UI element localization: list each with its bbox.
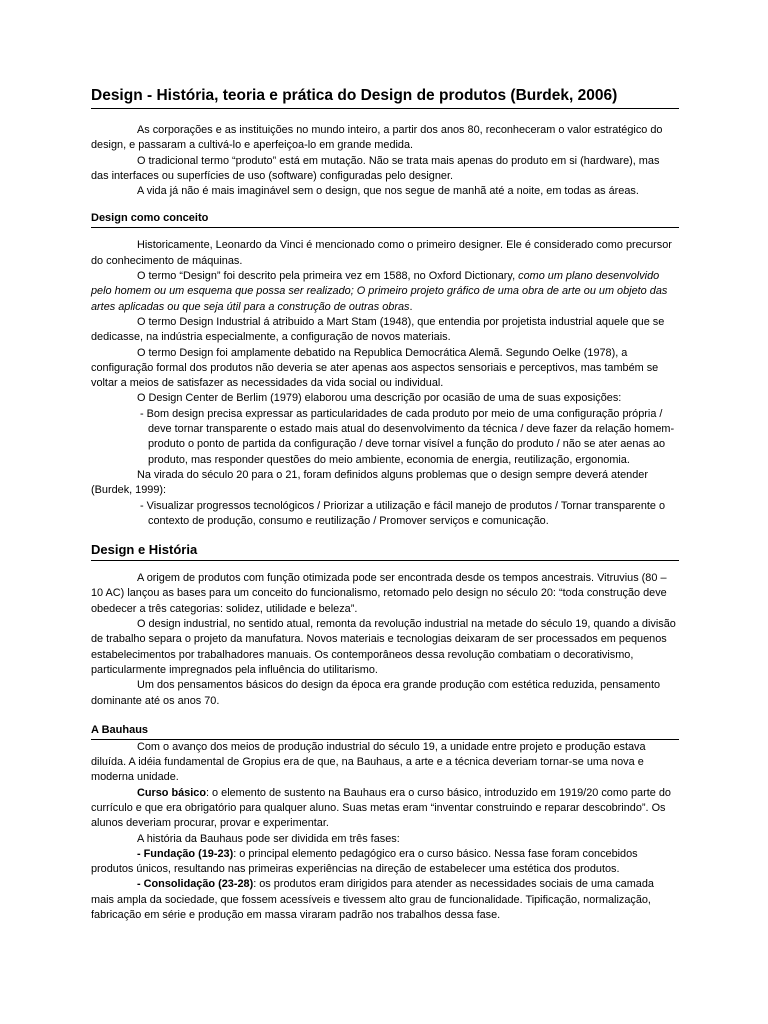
conceito-p2-end: . — [409, 300, 413, 313]
bauhaus-paragraph-4 — [91, 847, 679, 878]
conceito-paragraph-6: Na virada do século 20 para o 21, foram definidos alguns problemas que o design sempre deverá atender (Burdek, 1999): — [91, 468, 648, 497]
bauhaus-p5-text: : os produtos eram dirigidos para atender as necessidades sociais de uma camada mais ampla da sociedade, que fossem acessíveis e tivessem alto grau de funcionalidade. Tipificação, normalização, fabricação em série e produção em massa viraram padrão nos trabalhos dessa fase. — [91, 878, 654, 922]
bauhaus-p2-text: : o elemento de sustento na Bauhaus era o curso básico, introduzido em 1919/20 como parte do currículo e que era obrigatório para qualquer aluno. Suas metas eram “inventar construindo e reparar descobrindo”. Os alunos deveriam procurar, provar e experimentar. — [91, 786, 671, 830]
intro-paragraph-1: As corporações e as instituições no mundo inteiro, a partir dos anos 80, reconheceram o valor estratégico do design, e passaram a cultivá-lo e aperfeiçoa-lo em grande medida. — [91, 124, 663, 152]
conceito-paragraph-4: O termo Design foi amplamente debatido na Republica Democrática Alemã. Segundo Oelke (1978), a configuração formal dos produtos não deveria se ater apenas aos aspectos sensoriais e perceptivos, mas também se voltar a meios de satisfazer as necessidades da vida social ou individual. — [91, 346, 659, 390]
bauhaus-paragraph-1: Com o avanço dos meios de produção industrial do século 19, a unidade entre projeto e produção estava diluída. A idéia fundamental de Gropius era de que, na Bauhaus, a arte e a técnica deveriam tornar-se uma nova e moderna unidade. — [91, 740, 646, 784]
conceito-p2-text: O termo “Design” foi descrito pela primeira vez em 1588, no Oxford Dictionary, — [137, 270, 519, 283]
bauhaus-paragraph-3: A história da Bauhaus pode ser dividida em três fases: — [137, 832, 400, 845]
bauhaus-p4-text: : o principal elemento pedagógico era o curso básico. Nessa fase foram concebidos produtos únicos, resultando nas primeiras experiências na direção de estabelecer uma estética dos produtos. — [91, 847, 638, 876]
historia-paragraph-2: O design industrial, no sentido atual, remonta da revolução industrial na metade do século 19, quando a divisão de trabalho separa o projeto da manufatura. Novos materiais e tecnologias deixaram de ser processados em pequenos estabelecimentos por trabalhadores manuais. Os contemporâneos dessa revolução combatiam o decorativismo, particularmente impregnados pela influência do utilitarismo. — [91, 618, 676, 676]
document-title: Design - História, teoria e prática do Design de produtos (Burdek, 2006) — [91, 86, 679, 109]
conceito-paragraph-1: Historicamente, Leonardo da Vinci é mencionado como o primeiro designer. Ele é considerado como precursor do conhecimento de máquinas. — [91, 239, 672, 267]
bauhaus-paragraph-5 — [91, 877, 679, 923]
historia-paragraph-3: Um dos pensamentos básicos do design da época era grande produção com estética reduzida, pensamento dominante até os anos 70. — [91, 679, 661, 707]
conceito-bullet-1: - Bom design precisa expressar as particularidades de cada produto por meio de uma configuração própria / deve tornar transparente o estado mais atual do desenvolvimento da técnica / deve fazer da relação homem-produto o ponto de partida da configuração / deve tornar visível a função do produto / não se ater aenas ao produto, mas responder questões do meio ambiente, economia de energia, reutilização, ergonomia. — [140, 407, 675, 466]
conceito-bullet-2: - Visualizar progressos tecnológicos / Priorizar a utilização e fácil manejo de produtos / Tornar transparente o contexto de produção, consumo e reutilização / Promover serviços e comunicação. — [140, 499, 666, 527]
historia-paragraph-1: A origem de produtos com função otimizada pode ser encontrada desde os tempos ancestrais. Vitruvius (80 – 10 AC) lançou as bases para um conceito do funcionalismo, retomado pelo design no século 20: “toda construção deve obedecer a três categorias: solidez, utilidade e beleza”. — [91, 572, 667, 615]
conceito-paragraph-2 — [91, 269, 679, 315]
bauhaus-p4-label: - Fundação (19-23) — [137, 847, 234, 860]
conceito-paragraph-3: O termo Design Industrial á atribuido a Mart Stam (1948), que entendia por projetista industrial aquele que se dedicasse, na indústria especialmente, a configuração de novos materiais. — [91, 315, 665, 344]
bauhaus-paragraph-2 — [91, 786, 679, 832]
section-heading-bauhaus: A Bauhaus — [91, 723, 679, 740]
section-heading-conceito: Design como conceito — [91, 211, 679, 228]
conceito-paragraph-5: O Design Center de Berlim (1979) elaborou uma descrição por ocasião de uma de suas exposições: — [137, 392, 622, 405]
bauhaus-p5-label: - Consolidação (23-28) — [137, 878, 254, 891]
section-heading-historia: Design e História — [91, 541, 679, 561]
intro-paragraph-3: A vida já não é mais imaginável sem o design, que nos segue de manhã até a noite, em todas as áreas. — [137, 185, 639, 198]
bauhaus-p2-label: Curso básico — [137, 786, 206, 799]
document-page — [91, 86, 679, 923]
conceito-p2-quote: como um plano desenvolvido pelo homem ou um esquema que possa ser realizado; O primeiro projeto gráfico de uma obra de arte ou um objeto das artes aplicadas ou que seja útil para a construção de outras obras — [91, 270, 668, 313]
intro-paragraph-2: O tradicional termo “produto” está em mutação. Não se trata mais apenas do produto em si (hardware), mas das interfaces ou superfícies de uso (software) configuradas pelo designer. — [91, 154, 660, 182]
